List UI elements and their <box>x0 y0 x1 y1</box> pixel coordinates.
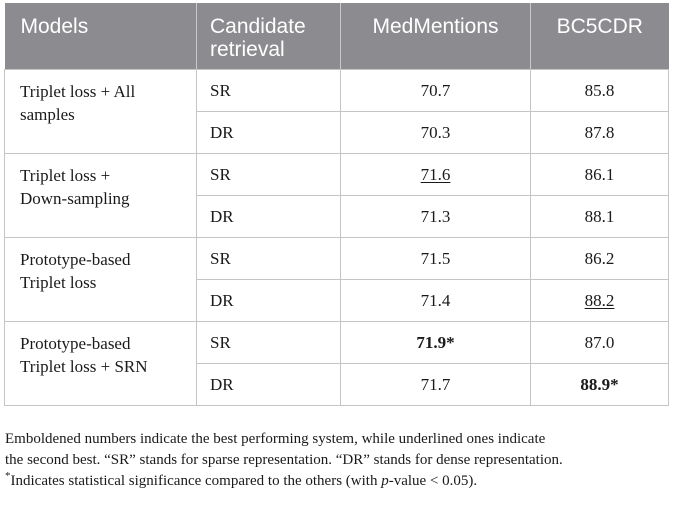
bc5cdr-cell: 88.1 <box>531 196 669 238</box>
header-candidate-retrieval <box>197 3 341 70</box>
results-table-container <box>4 3 668 406</box>
retrieval-cell: DR <box>197 196 341 238</box>
medmentions-cell: 71.3 <box>341 196 531 238</box>
retrieval-cell: SR <box>197 154 341 196</box>
footnote-significance <box>5 471 669 492</box>
medmentions-cell: 71.7 <box>341 364 531 406</box>
footnote-text-a: Indicates statistical significance compared to the others (with <box>10 473 382 489</box>
bc5cdr-cell: 87.0 <box>531 322 669 364</box>
model-name-line1: Triplet loss + <box>20 166 111 185</box>
table-row <box>5 238 669 280</box>
medmentions-cell: 71.4 <box>341 280 531 322</box>
model-cell <box>5 70 197 154</box>
header-bc5cdr: BC5CDR <box>531 3 669 70</box>
second-best-value: 71.6 <box>420 164 451 184</box>
model-name-line2: samples <box>20 105 75 124</box>
model-cell <box>5 322 197 406</box>
medmentions-cell: 70.7 <box>341 70 531 112</box>
retrieval-cell: SR <box>197 322 341 364</box>
model-name-line2: Triplet loss <box>20 273 97 292</box>
model-name-line2: Down-sampling <box>20 189 130 208</box>
footnote-p-italic: p <box>381 473 389 489</box>
bc5cdr-cell <box>531 364 669 406</box>
table-row <box>5 154 669 196</box>
bc5cdr-cell: 85.8 <box>531 70 669 112</box>
medmentions-cell <box>341 322 531 364</box>
header-medmentions: MedMentions <box>341 3 531 70</box>
bc5cdr-cell <box>531 280 669 322</box>
retrieval-cell: SR <box>197 70 341 112</box>
table-footnotes <box>5 429 669 492</box>
model-name-line1: Triplet loss + All <box>20 82 136 101</box>
bc5cdr-cell: 86.2 <box>531 238 669 280</box>
model-cell <box>5 238 197 322</box>
medmentions-cell: 70.3 <box>341 112 531 154</box>
footnote-line: Emboldened numbers indicate the best performing system, while underlined ones indicate <box>5 431 546 447</box>
header-candidate-retrieval-line2: retrieval <box>210 38 285 61</box>
best-value: 88.9* <box>580 374 619 394</box>
second-best-value: 88.2 <box>584 290 615 310</box>
header-models: Models <box>5 3 197 70</box>
table-row <box>5 322 669 364</box>
medmentions-cell <box>341 154 531 196</box>
footnote-line: the second best. “SR” stands for sparse representation. “DR” stands for dense representation. <box>5 452 563 468</box>
model-name-line1: Prototype-based <box>20 334 131 353</box>
table-header-row <box>5 3 669 70</box>
model-name-line1: Prototype-based <box>20 250 131 269</box>
bc5cdr-cell: 86.1 <box>531 154 669 196</box>
results-table <box>4 3 669 406</box>
retrieval-cell: DR <box>197 280 341 322</box>
footnote-text-b: -value < 0.05). <box>388 473 478 489</box>
best-value: 71.9* <box>416 332 455 352</box>
footnote-asterisk: * <box>5 470 11 482</box>
retrieval-cell: DR <box>197 112 341 154</box>
header-candidate-retrieval-line1: Candidate <box>210 15 306 38</box>
table-row <box>5 70 669 112</box>
bc5cdr-cell: 87.8 <box>531 112 669 154</box>
model-name-line2: Triplet loss + SRN <box>20 357 148 376</box>
retrieval-cell: DR <box>197 364 341 406</box>
retrieval-cell: SR <box>197 238 341 280</box>
medmentions-cell: 71.5 <box>341 238 531 280</box>
model-cell <box>5 154 197 238</box>
